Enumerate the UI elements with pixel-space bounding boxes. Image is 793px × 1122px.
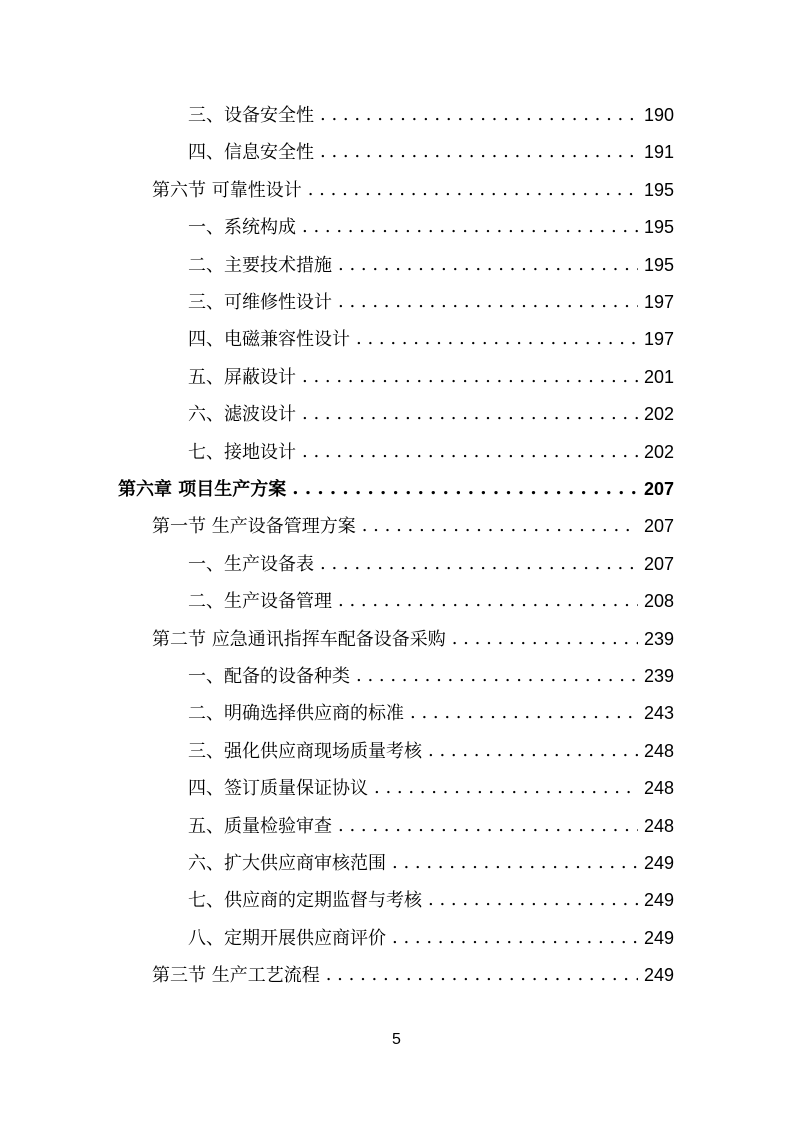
toc-dot-leader bbox=[302, 437, 638, 467]
toc-dot-leader bbox=[428, 885, 638, 915]
toc-dot-leader bbox=[452, 624, 638, 654]
toc-entry-page-number: 208 bbox=[643, 591, 674, 612]
toc-dot-leader bbox=[374, 773, 638, 803]
toc-dot-leader bbox=[320, 549, 638, 579]
toc-entry-title: 三、可维修性设计 bbox=[188, 292, 332, 313]
toc-entry-page-number: 249 bbox=[643, 890, 674, 911]
toc-entry-title: 一、配备的设备种类 bbox=[188, 666, 350, 687]
toc-dot-leader bbox=[410, 698, 638, 728]
toc-entry-title: 一、系统构成 bbox=[188, 217, 296, 239]
toc-dot-leader bbox=[338, 586, 638, 616]
toc-subsection-entry[interactable] bbox=[188, 250, 674, 280]
toc-entry-page-number: 201 bbox=[643, 366, 674, 387]
toc-subsection-entry[interactable] bbox=[188, 586, 674, 616]
toc-entry-title: 六、滤波设计 bbox=[188, 404, 296, 426]
toc-entry-title: 七、供应商的定期监督与考核 bbox=[188, 890, 422, 912]
toc-dot-leader bbox=[302, 399, 638, 429]
toc-entry-title: 第二节 应急通讯指挥车配备设备采购 bbox=[152, 628, 446, 650]
toc-dot-leader bbox=[302, 212, 638, 242]
toc-entry-page-number: 191 bbox=[643, 142, 674, 163]
toc-dot-leader bbox=[338, 250, 638, 280]
toc-subsection-entry[interactable] bbox=[188, 885, 674, 915]
toc-entry-title: 二、明确选择供应商的标准 bbox=[188, 703, 404, 725]
toc-subsection-entry[interactable] bbox=[188, 437, 674, 467]
toc-subsection-entry[interactable] bbox=[188, 736, 674, 766]
toc-entry-page-number: 249 bbox=[643, 965, 674, 986]
toc-subsection-entry[interactable] bbox=[188, 212, 674, 242]
toc-entry-page-number: 248 bbox=[643, 778, 674, 799]
toc-entry-page-number: 197 bbox=[643, 292, 674, 312]
toc-entry-title: 第六节 可靠性设计 bbox=[152, 179, 302, 201]
toc-entry-title: 第六章 项目生产方案 bbox=[118, 479, 287, 500]
toc-subsection-entry[interactable] bbox=[188, 773, 674, 803]
toc-entry-title: 三、设备安全性 bbox=[188, 105, 314, 126]
toc-subsection-entry[interactable] bbox=[188, 362, 674, 392]
toc-subsection-entry[interactable] bbox=[188, 698, 674, 728]
toc-dot-leader bbox=[338, 287, 638, 317]
toc-subsection-entry[interactable] bbox=[188, 848, 674, 878]
toc-entry-title: 三、强化供应商现场质量考核 bbox=[188, 740, 422, 762]
toc-entry-page-number: 207 bbox=[643, 516, 674, 537]
toc-dot-leader bbox=[320, 100, 638, 130]
toc-entry-page-number: 249 bbox=[643, 853, 674, 873]
toc-dot-leader bbox=[320, 137, 638, 167]
toc-dot-leader bbox=[292, 474, 638, 504]
toc-dot-leader bbox=[392, 848, 638, 878]
toc-dot-leader bbox=[356, 324, 638, 354]
toc-entry-title: 四、签订质量保证协议 bbox=[188, 778, 368, 800]
toc-section-entry[interactable] bbox=[152, 175, 674, 205]
toc-entry-page-number: 248 bbox=[643, 815, 674, 836]
toc-chapter-entry[interactable] bbox=[118, 474, 674, 504]
toc-entry-page-number: 239 bbox=[643, 628, 674, 649]
toc-dot-leader bbox=[428, 736, 638, 766]
toc-entry-page-number: 202 bbox=[643, 404, 674, 425]
toc-entry-title: 一、生产设备表 bbox=[188, 553, 314, 575]
toc-entry-page-number: 197 bbox=[643, 329, 674, 350]
toc-entry-title: 七、接地设计 bbox=[188, 441, 296, 463]
toc-entry-title: 六、扩大供应商审核范围 bbox=[188, 853, 386, 874]
toc-entry-title: 五、屏蔽设计 bbox=[188, 366, 296, 388]
toc-entry-page-number: 239 bbox=[643, 666, 674, 686]
toc-entry-title: 五、质量检验审查 bbox=[188, 815, 332, 837]
toc-entry-page-number: 195 bbox=[643, 254, 674, 275]
toc-entry-page-number: 249 bbox=[643, 927, 674, 948]
toc-subsection-entry[interactable] bbox=[188, 549, 674, 579]
toc-entry-title: 四、信息安全性 bbox=[188, 142, 314, 164]
toc-dot-leader bbox=[338, 811, 638, 841]
toc-entry-page-number: 190 bbox=[643, 105, 674, 125]
toc-entry-title: 八、定期开展供应商评价 bbox=[188, 927, 386, 949]
toc-section-entry[interactable] bbox=[152, 960, 674, 990]
toc-dot-leader bbox=[302, 362, 638, 392]
toc-dot-leader bbox=[356, 661, 638, 691]
toc-section-entry[interactable] bbox=[152, 624, 674, 654]
toc-subsection-entry[interactable] bbox=[188, 137, 674, 167]
toc-subsection-entry[interactable] bbox=[188, 100, 674, 130]
toc-entry-title: 四、电磁兼容性设计 bbox=[188, 329, 350, 351]
toc-entry-page-number: 202 bbox=[643, 441, 674, 462]
toc-dot-leader bbox=[392, 923, 638, 953]
toc-section-entry[interactable] bbox=[152, 511, 674, 541]
toc-entry-page-number: 207 bbox=[643, 479, 674, 499]
toc-entry-page-number: 243 bbox=[643, 703, 674, 724]
toc-entry-page-number: 207 bbox=[643, 553, 674, 574]
toc-subsection-entry[interactable] bbox=[188, 661, 674, 691]
toc-entry-page-number: 248 bbox=[643, 740, 674, 761]
toc-entry-title: 第三节 生产工艺流程 bbox=[152, 965, 320, 987]
page-number: 5 bbox=[392, 1031, 401, 1048]
toc-entry-title: 第一节 生产设备管理方案 bbox=[152, 516, 356, 538]
toc-subsection-entry[interactable] bbox=[188, 811, 674, 841]
toc-entry-page-number: 195 bbox=[643, 217, 674, 238]
toc-entry-title: 二、主要技术措施 bbox=[188, 254, 332, 276]
toc-dot-leader bbox=[326, 960, 638, 990]
toc-dot-leader bbox=[308, 175, 638, 205]
toc-dot-leader bbox=[362, 511, 638, 541]
toc-entry-title: 二、生产设备管理 bbox=[188, 591, 332, 613]
toc-subsection-entry[interactable] bbox=[188, 324, 674, 354]
toc-entry-page-number: 195 bbox=[643, 179, 674, 200]
toc-subsection-entry[interactable] bbox=[188, 923, 674, 953]
toc-subsection-entry[interactable] bbox=[188, 399, 674, 429]
toc-subsection-entry[interactable] bbox=[188, 287, 674, 317]
